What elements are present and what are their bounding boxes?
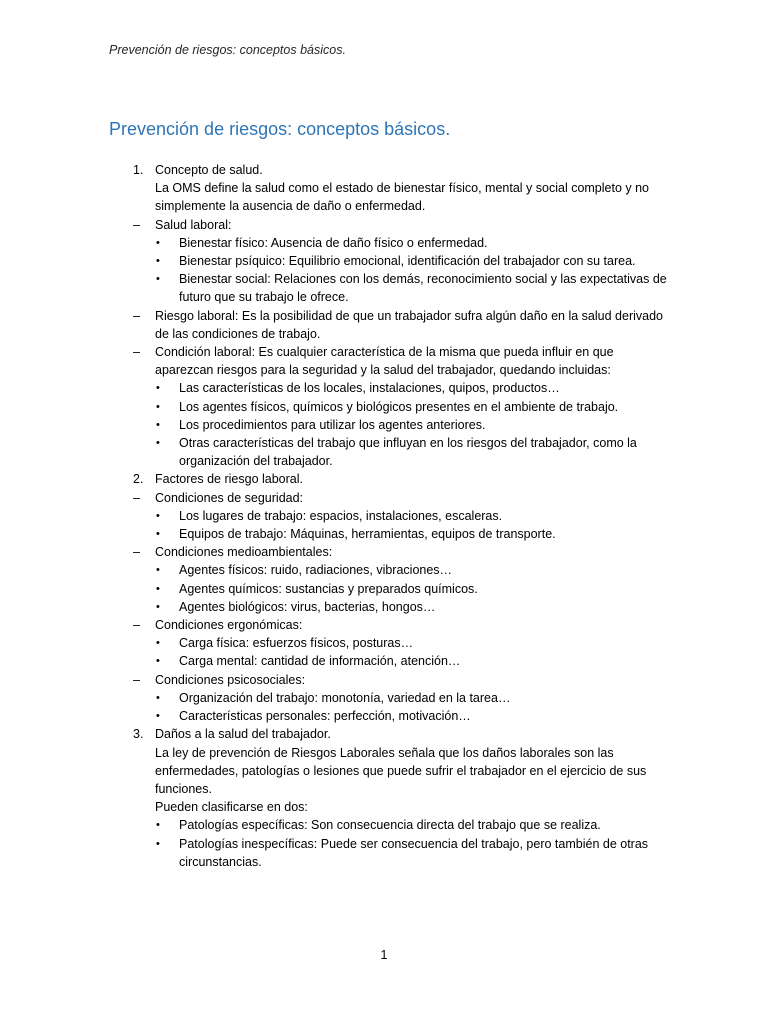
bullet-item (109, 707, 669, 725)
bullet-marker: • (156, 691, 160, 704)
bullet-marker: • (156, 509, 160, 522)
bullet-item (109, 507, 669, 525)
dash-marker: – (133, 345, 140, 360)
bullet-item (109, 398, 669, 416)
dash-item-text: Salud laboral: (155, 217, 232, 232)
section-3-heading (109, 725, 669, 743)
dash-item (109, 671, 669, 689)
bullet-item (109, 561, 669, 579)
law-paragraph: La ley de prevención de Riesgos Laborales señala que los daños laborales son las enfermedades, patologías o lesiones que puede sufrir el trabajador en el ejercicio de sus funciones. (155, 745, 647, 796)
bullet-text: Organización del trabajo: monotonía, variedad en la tarea… (179, 690, 511, 705)
dash-item-text: Condiciones ergonómicas: (155, 618, 303, 633)
dash-marker: – (133, 308, 140, 323)
bullet-marker: • (156, 437, 160, 450)
document-body (109, 161, 669, 871)
bullet-text: Patologías inespecíficas: Puede ser consecuencia del trabajo, pero también de otras circunstancias. (179, 836, 649, 869)
bullet-marker: • (156, 236, 160, 249)
bullet-marker: • (156, 528, 160, 541)
bullet-item (109, 252, 669, 270)
dash-item (109, 343, 669, 379)
section-heading: Concepto de salud. (155, 163, 263, 177)
bullet-marker: • (156, 710, 160, 723)
bullet-marker: • (156, 655, 160, 668)
document-title: Prevención de riesgos: conceptos básicos. (109, 119, 451, 139)
bullet-text: Los procedimientos para utilizar los agentes anteriores. (179, 417, 486, 432)
bullet-text: Carga física: esfuerzos físicos, posturas… (179, 636, 414, 651)
bullet-text: Bienestar social: Relaciones con los demás, reconocimiento social y las expectativas de futuro que su trabajo le ofrece. (179, 272, 667, 305)
section-1-heading (109, 161, 669, 179)
bullet-text: Agentes químicos: sustancias y preparados químicos. (179, 581, 478, 596)
dash-marker: – (133, 618, 140, 633)
bullet-text: Los agentes físicos, químicos y biológicos presentes en el ambiente de trabajo. (179, 399, 619, 414)
dash-marker: – (133, 672, 140, 687)
dash-item (109, 489, 669, 507)
bullet-text: Los lugares de trabajo: espacios, instalaciones, escaleras. (179, 508, 503, 523)
dash-item-text: Condiciones medioambientales: (155, 545, 333, 560)
bullet-item (109, 416, 669, 434)
bullet-text: Otras características del trabajo que influyan en los riesgos del trabajador, como la organización del trabajador. (179, 436, 637, 469)
bullet-marker: • (156, 255, 160, 268)
bullet-marker: • (156, 582, 160, 595)
bullet-marker: • (156, 819, 160, 832)
bullet-item (109, 689, 669, 707)
bullet-item (109, 379, 669, 397)
bullet-item (109, 816, 669, 834)
bullet-text: Agentes físicos: ruido, radiaciones, vibraciones… (179, 563, 453, 578)
list-number: 2. (133, 472, 144, 487)
bullet-item (109, 598, 669, 616)
bullet-item (109, 835, 669, 871)
bullet-item (109, 580, 669, 598)
bullet-text: Carga mental: cantidad de información, atención… (179, 654, 461, 669)
bullet-marker: • (156, 273, 160, 286)
bullet-text: Agentes biológicos: virus, bacterias, hongos… (179, 599, 436, 614)
section-heading: Factores de riesgo laboral. (155, 472, 303, 487)
bullet-text: Equipos de trabajo: Máquinas, herramientas, equipos de transporte. (179, 527, 556, 542)
dash-marker: – (133, 490, 140, 505)
dash-item (109, 543, 669, 561)
dash-item (109, 307, 669, 343)
section-heading: Daños a la salud del trabajador. (155, 727, 331, 742)
bullet-marker: • (156, 400, 160, 413)
classification-intro: Pueden clasificarse en dos: (155, 800, 308, 815)
definition-paragraph: La OMS define la salud como el estado de bienestar físico, mental y social completo y no simplemente la ausencia de daño o enfermedad. (155, 181, 650, 214)
dash-marker: – (133, 217, 140, 232)
bullet-text: Características personales: perfección, motivación… (179, 709, 471, 724)
dash-item-text: Riesgo laboral: Es la posibilidad de que un trabajador sufra algún daño en la salud derivado de las condiciones de trabajo. (155, 308, 663, 341)
bullet-item (109, 652, 669, 670)
dash-marker: – (133, 545, 140, 560)
bullet-text: Patologías específicas: Son consecuencia directa del trabajo que se realiza. (179, 818, 601, 833)
running-header: Prevención de riesgos: conceptos básicos. (109, 43, 346, 57)
bullet-marker: • (156, 564, 160, 577)
list-number: 1. (133, 163, 144, 177)
bullet-item (109, 270, 669, 306)
bullet-item (109, 234, 669, 252)
dash-item-text: Condiciones de seguridad: (155, 490, 304, 505)
bullet-marker: • (156, 837, 160, 850)
dash-item-text: Condiciones psicosociales: (155, 672, 306, 687)
page-number: 1 (380, 948, 388, 962)
bullet-text: Las características de los locales, instalaciones, quipos, productos… (179, 381, 560, 396)
bullet-text: Bienestar físico: Ausencia de daño físico o enfermedad. (179, 235, 488, 250)
dash-item (109, 216, 669, 234)
dash-item-text: Condición laboral: Es cualquier característica de la misma que pueda influir en que aparezcan riesgos para la seguridad y la salud del trabajador, quedando incluidas: (155, 345, 614, 378)
dash-item (109, 616, 669, 634)
list-number: 3. (133, 727, 144, 742)
bullet-item (109, 634, 669, 652)
bullet-text: Bienestar psíquico: Equilibrio emocional, identificación del trabajador con su tarea. (179, 254, 636, 269)
bullet-marker: • (156, 600, 160, 613)
bullet-marker: • (156, 418, 160, 431)
section-2-heading (109, 470, 669, 488)
bullet-marker: • (156, 637, 160, 650)
bullet-marker: • (156, 382, 160, 395)
bullet-item (109, 525, 669, 543)
bullet-item (109, 434, 669, 470)
